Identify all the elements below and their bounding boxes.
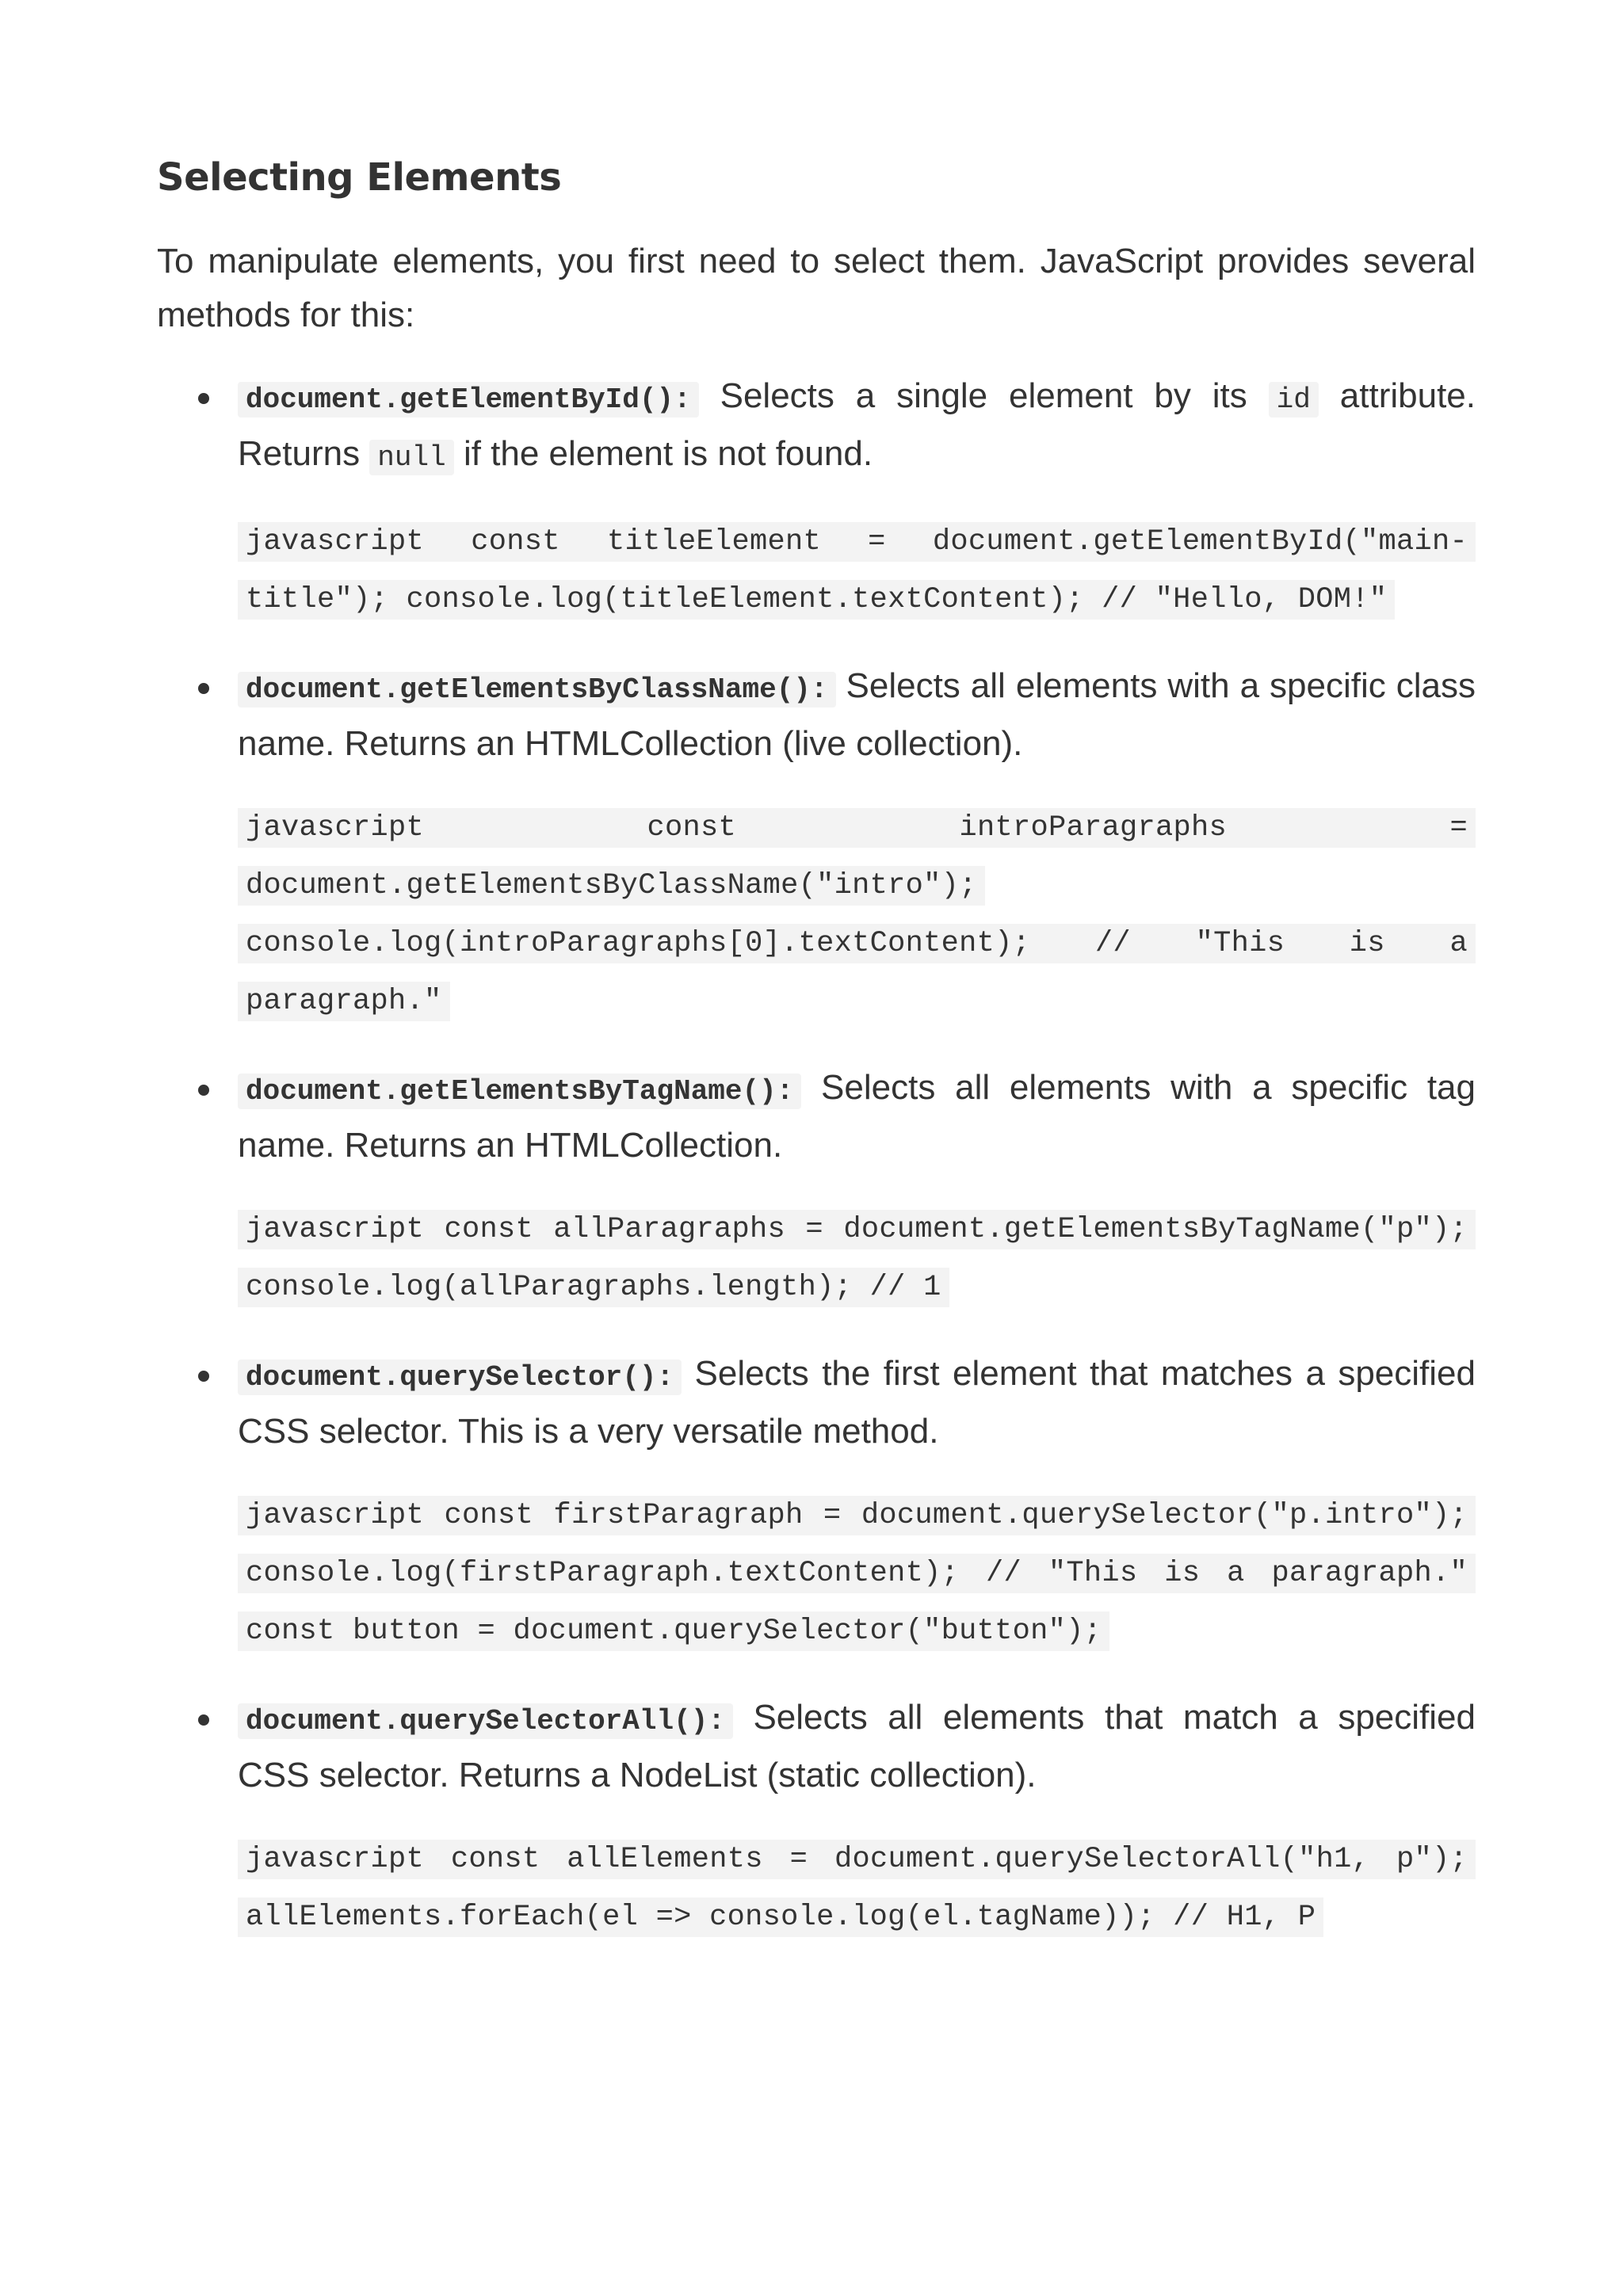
inline-code: id [1269, 382, 1319, 418]
code-example-text: javascript const allElements = document.querySelectorAll("h1, p"); allElements.forEach(el => console.log(el.tagName)); // H1, P [238, 1840, 1476, 1937]
section-heading: Selecting Elements [157, 155, 562, 200]
method-name: document.querySelector(): [238, 1360, 682, 1395]
list-item [157, 1061, 1476, 1315]
list-item [157, 1347, 1476, 1659]
code-example [238, 798, 1476, 1029]
code-example [238, 1486, 1476, 1659]
code-example-text: javascript const introParagraphs = document.getElementsByClassName("intro"); console.log(introParagraphs[0].textContent); // "This is a paragraph." [238, 808, 1476, 1021]
bullet-icon [198, 683, 209, 694]
method-name: document.getElementsByTagName(): [238, 1074, 801, 1109]
list-item [157, 369, 1476, 627]
document-content [157, 155, 1476, 1977]
method-description [238, 659, 1476, 771]
code-example-text: javascript const titleElement = document.getElementById("main-title"); console.log(titleElement.textContent); // "Hello, DOM!" [238, 522, 1476, 620]
list-item [157, 659, 1476, 1029]
method-description [238, 1347, 1476, 1459]
inline-code: null [369, 440, 453, 475]
methods-list [157, 369, 1476, 1945]
bullet-icon [198, 1371, 209, 1382]
bullet-icon [198, 393, 209, 404]
bullet-icon [198, 1714, 209, 1726]
method-name: document.querySelectorAll(): [238, 1703, 733, 1739]
description-text: Selects the first element that matches a specified CSS selector. This is a very versatile method. [238, 1353, 1476, 1451]
method-name: document.getElementsByClassName(): [238, 672, 836, 707]
method-description [238, 1061, 1476, 1173]
code-example-text: javascript const firstParagraph = document.querySelector("p.intro"); console.log(firstParagraph.textContent); // "This is a paragraph." const button = document.querySelector("button"); [238, 1496, 1476, 1651]
method-name: document.getElementById(): [238, 382, 699, 418]
description-text: Selects all elements that match a specified CSS selector. Returns a NodeList (static collection). [238, 1697, 1476, 1794]
description-text: attribute. Returns [238, 376, 1476, 473]
description-text: Selects a single element by its [698, 376, 1269, 415]
code-example [238, 1829, 1476, 1945]
code-example-text: javascript const allParagraphs = document.getElementsByTagName("p"); console.log(allParagraphs.length); // 1 [238, 1210, 1476, 1307]
description-text: if the element is not found. [453, 433, 873, 473]
description-text: Selects all elements with a specific tag name. Returns an HTMLCollection. [238, 1067, 1476, 1165]
list-item [157, 1691, 1476, 1945]
method-description [238, 1691, 1476, 1802]
method-description [238, 369, 1476, 485]
intro-paragraph: To manipulate elements, you first need to select them. JavaScript provides several methods for this: [157, 241, 1476, 334]
code-example [238, 1199, 1476, 1315]
bullet-icon [198, 1085, 209, 1096]
description-text: Selects all elements with a specific class name. Returns an HTMLCollection (live collection). [238, 666, 1476, 763]
code-example [238, 512, 1476, 627]
